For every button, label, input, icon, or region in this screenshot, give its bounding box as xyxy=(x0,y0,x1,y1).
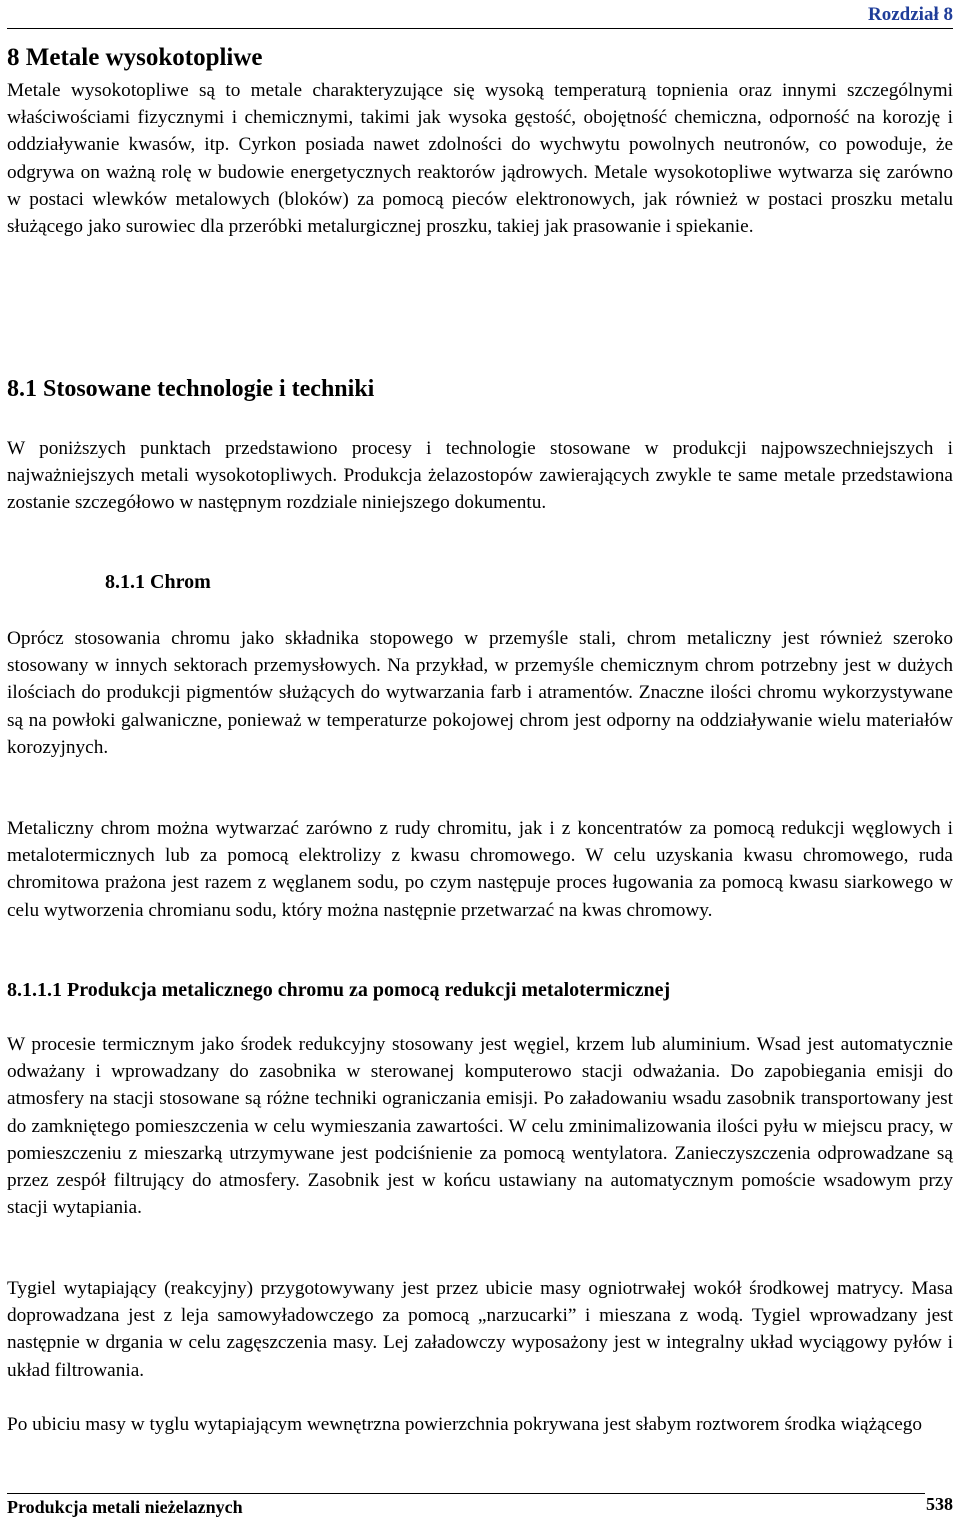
section-8-1-paragraph: W poniższych punktach przedstawiono procesy i technologie stosowane w produkcji najpowszechniejszych i najważniejszych metali wysokotopliwych. Produkcja żelazostopów zawierających zwykle te same metale przedstawiona zostanie szczegółowo w następnym rozdziale niniejszego dokumentu. xyxy=(7,438,953,514)
section-8-1-1-title: 8.1.1 Chrom xyxy=(105,571,211,593)
page-header xyxy=(7,2,953,29)
header-chapter-label: Rozdział 8 xyxy=(868,4,953,25)
metalothermic-paragraph-2: Tygiel wytapiający (reakcyjny) przygotowywany jest przez ubicie masy ogniotrwałej wokół środkowej matrycy. Masa doprowadzana jest z leja samowyładowczego za pomocą „narzucarki” i mieszana z wodą. Tygiel wprowadzany jest następnie w drgania w celu zagęszczenia masy. Lej załadowczy wyposażony jest w integralny układ wyciągowy pyłów i układ filtrowania. xyxy=(7,1278,953,1381)
intro-paragraph: Metale wysokotopliwe są to metale charakteryzujące się wysoką temperaturą topnienia oraz innymi szczególnymi właściwościami fizycznymi i chemicznymi, takimi jak wysoka gęstość, obojętność chemiczna, odporność na korozję i oddziaływanie kwasów, itp. Cyrkon posiada nawet zdolności do wychwytu powolnych neutronów, co powoduje, że odgrywa on ważną rolę w budowie energetycznych reaktorów jądrowych. Metale wysokotopliwe wytwarza się zarówno w postaci wlewków metalowych (bloków) za pomocą pieców elektronowych, jak również w postaci proszku metalu służącego jako surowiec dla przeróbki metalurgicznej proszku, takiej jak prasowanie i spiekanie. xyxy=(7,80,953,238)
metalothermic-paragraph-1: W procesie termicznym jako środek redukcyjny stosowany jest węgiel, krzem lub aluminium. Wsad jest automatycznie odważany i wprowadzany do zasobnika w sterowanej komputerowo stacji odważania. Do zapobiegania emisji do atmosfery na stacji stosowane są różne techniki ograniczania emisji. Po załadowaniu wsadu zasobnik transportowany jest do zamkniętego pomieszczenia w celu wymieszania zawartości. W celu zminimalizowania ilości pyłu w miejscu pracy, w pomieszczeniu z mieszarką utrzymywane jest podciśnienie za pomocą wentylatora. Zanieczyszczenia odprowadzane są przez zespół filtrujący do atmosfery. Zasobnik jest w końcu ustawiany na automatycznym pomoście wsadowym przy stacji wytapiania. xyxy=(7,1034,953,1219)
footer-divider xyxy=(7,1493,925,1494)
section-8-1-1-1-title: 8.1.1.1 Produkcja metalicznego chromu za pomocą redukcji metalotermicznej xyxy=(7,979,671,1001)
chrom-paragraph-1: Oprócz stosowania chromu jako składnika stopowego w przemyśle stali, chrom metaliczny jest również szeroko stosowany w innych sektorach przemysłowych. Na przykład, w przemyśle chemicznym chrom potrzebny jest w dużych ilościach do produkcji pigmentów służących do wytwarzania farb i atramentów. Znaczne ilości chromu wykorzystywane są na powłoki galwaniczne, ponieważ w temperaturze pokojowej chrom jest odporny na oddziaływanie wielu materiałów korozyjnych. xyxy=(7,628,953,758)
section-8-1-title: 8.1 Stosowane technologie i techniki xyxy=(7,376,375,402)
footer-page-number: 538 xyxy=(926,1494,953,1514)
document-page xyxy=(7,0,953,1519)
chrom-paragraph-2: Metaliczny chrom można wytwarzać zarówno z rudy chromitu, jak i z koncentratów za pomocą redukcji węglowych i metalotermicznych lub za pomocą elektrolizy z kwasu chromowego. W celu uzyskania kwasu chromowego, ruda chromitowa prażona jest razem z węglanem sodu, po czym następuje proces ługowania za pomocą kwasu siarkowego w celu wytworzenia chromianu sodu, który można następnie przetwarzać na kwas chromowy. xyxy=(7,818,953,921)
chapter-title: 8 Metale wysokotopliwe xyxy=(7,44,263,71)
metalothermic-paragraph-3: Po ubiciu masy w tyglu wytapiającym wewnętrzna powierzchnia pokrywana jest słabym roztworem środka wiążącego xyxy=(7,1414,923,1435)
footer-document-title: Produkcja metali nieżelaznych xyxy=(7,1497,243,1517)
